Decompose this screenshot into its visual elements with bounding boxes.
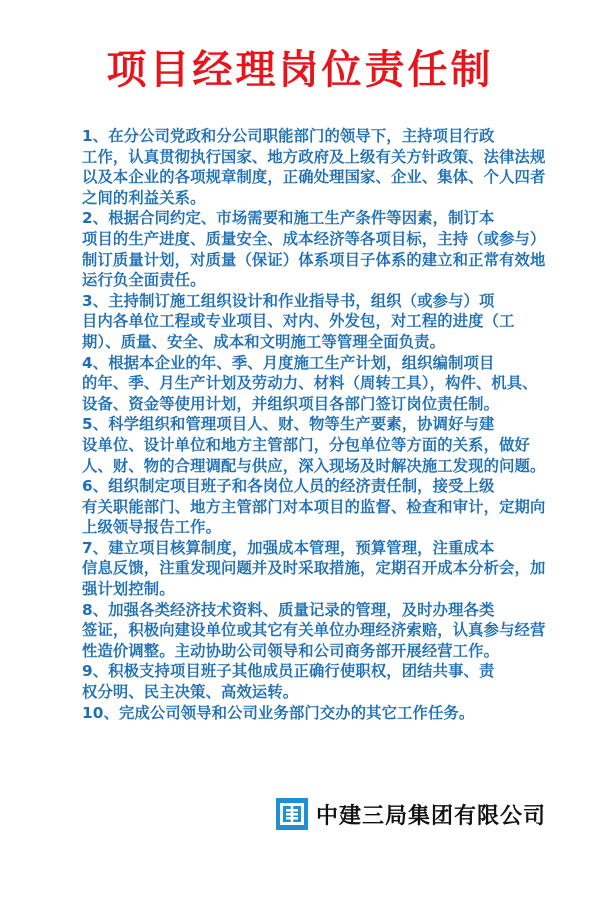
list-item: 4、根据本企业的年、季、月度施工生产计划，组织编制项目 的年、季、月生产计划及劳动力、材料（周转工具），构件、机具、设备、资金等使用计划，并组织项目各部门签订岗位责任制。	[82, 353, 538, 413]
list-item: 6、组织制定项目班子和各岗位人员的经济责任制，接受上级 有关职能部门、地方主管部门对本项目的监督、检查和审计，定期向上级领导报告工作。	[82, 477, 546, 537]
list-item: 3、主持制订施工组织设计和作业指导书，组织（或参与）项 目内各单位工程或专业项目、对内、外发包，对工程的进度（工期）、质量、安全、成本和文明施工等管理全面负责。	[82, 291, 515, 351]
page-title: 项目经理岗位责任制	[106, 47, 494, 93]
list-item: 7、建立项目核算制度，加强成本管理，预算管理，注重成本 信息反馈，注重发现问题并及时采取措施，定期召开成本分析会，加强计划控制。	[82, 538, 546, 599]
company-footer	[276, 796, 546, 832]
cscec-logo-icon	[276, 798, 308, 830]
company-name: 中建三局集团有限公司	[315, 803, 546, 829]
list-item: 5、科学组织和管理项目人、财、物等生产要素，协调好与建 设单位、设计单位和地方主管部门，分包单位等方面的关系，做好人、财、物的合理调配与供应，深入现场及时解决施工发现的问题。	[82, 415, 546, 475]
list-item: 2、根据合同约定、市场需要和施工生产条件等因素，制订本 项目的生产进度、质量安全、成本经济等各项目标，主持（或参与）制订质量计划，对质量（保证）体系项目子体系的建立和正常有效地运行负全面责任。	[82, 209, 546, 290]
list-item: 10、完成公司领导和公司业务部门交办的其它工作任务。	[82, 703, 475, 722]
list-item: 9、积极支持项目班子其他成员正确行使职权，团结共事、责 权分明、民主决策、高效运转。	[82, 662, 495, 702]
list-item: 8、加强各类经济技术资料、质量记录的管理，及时办理各类 签证，积极向建设单位或其它有关单位办理经济索赔，认真参与经营性造价调整。主动协助公司领导和公司商务部开展经营工作。	[82, 600, 546, 660]
responsibility-list	[82, 126, 552, 723]
list-item: 1、在分公司党政和分公司职能部门的领导下，主持项目行政 工作，认真贯彻执行国家、地方政府及上级有关方针政策、法律法规以及本企业的各项规章制度，正确处理国家、企业、集体、个人四者之间的利益关系。	[82, 127, 546, 207]
